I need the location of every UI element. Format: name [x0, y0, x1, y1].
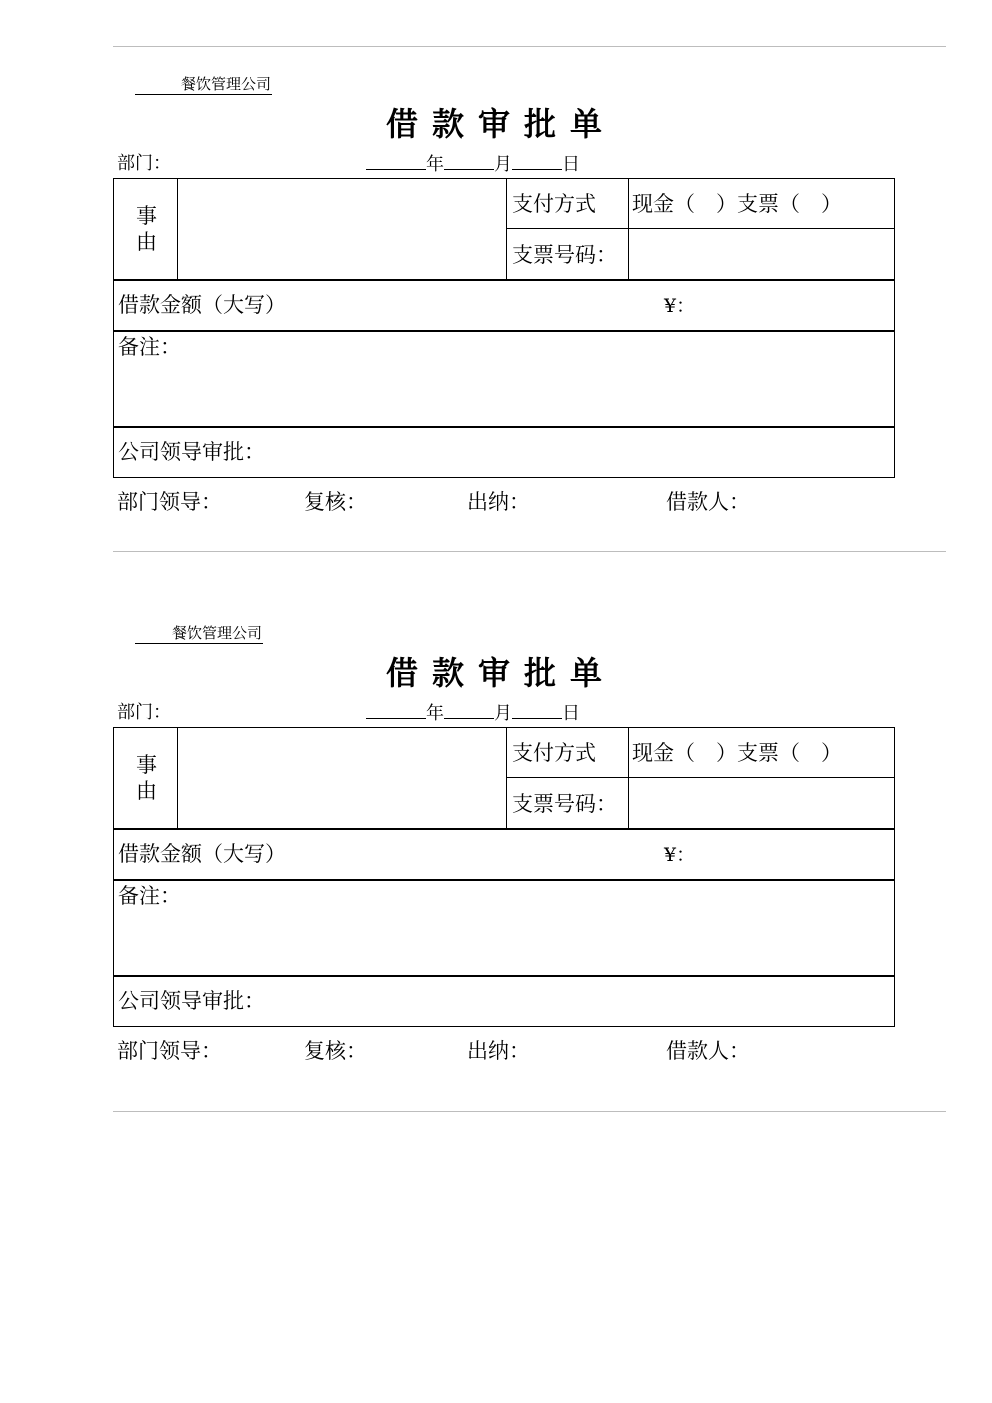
form-title: 借款审批单 [385, 105, 616, 143]
remarks-label: 备注： [118, 335, 181, 359]
approval-label: 公司领导审批： [118, 440, 265, 464]
day-blank[interactable] [512, 701, 562, 719]
check-number-label: 支票号码： [512, 792, 617, 816]
h-line-payment [506, 777, 895, 778]
form-table [113, 178, 895, 478]
h-line-remarks [114, 879, 894, 881]
company-name: 餐饮管理公司 [135, 74, 272, 95]
payment-options[interactable]: 现金（ ）支票（ ） [632, 192, 842, 216]
payment-options[interactable]: 现金（ ）支票（ ） [632, 741, 842, 765]
payment-method-label: 支付方式 [512, 741, 596, 765]
reason-input[interactable] [180, 181, 502, 275]
h-line-amount [114, 828, 894, 830]
amount-symbol: ¥： [664, 844, 696, 866]
year-label: 年 [426, 703, 444, 724]
year-label: 年 [426, 154, 444, 175]
amount-label: 借款金额（大写） [118, 293, 286, 317]
date-field [366, 152, 580, 177]
sig-review: 复核： [304, 490, 367, 514]
v-line-payment [628, 728, 629, 828]
reason-input[interactable] [180, 730, 502, 824]
loan-approval-slip-2 [0, 597, 992, 1077]
remarks-label: 备注： [118, 884, 181, 908]
month-blank[interactable] [444, 152, 494, 170]
sig-borrower: 借款人： [666, 490, 750, 514]
sig-dept-leader: 部门领导： [117, 1039, 222, 1063]
reason-label-top: 事 [136, 753, 157, 777]
month-label: 月 [494, 703, 512, 724]
day-label: 日 [562, 154, 580, 175]
day-blank[interactable] [512, 152, 562, 170]
v-line-reason [177, 179, 178, 279]
company-name: 餐饮管理公司 [135, 623, 263, 644]
h-line-approval [114, 426, 894, 428]
sig-cashier: 出纳： [467, 1039, 530, 1063]
h-line-approval [114, 975, 894, 977]
amount-symbol: ¥： [664, 295, 696, 317]
bottom-divider [113, 1111, 946, 1112]
loan-approval-slip-1 [0, 48, 992, 528]
check-number-label: 支票号码： [512, 243, 617, 267]
h-line-payment [506, 228, 895, 229]
form-title: 借款审批单 [385, 654, 616, 692]
v-line-reason-field [506, 728, 507, 828]
department-label: 部门： [117, 153, 171, 174]
reason-label-bottom: 由 [136, 779, 157, 803]
amount-label: 借款金额（大写） [118, 842, 286, 866]
sig-cashier: 出纳： [467, 490, 530, 514]
reason-label-bottom: 由 [136, 230, 157, 254]
date-field [366, 701, 580, 726]
month-blank[interactable] [444, 701, 494, 719]
v-line-reason [177, 728, 178, 828]
year-blank[interactable] [366, 701, 426, 719]
year-blank[interactable] [366, 152, 426, 170]
approval-label: 公司领导审批： [118, 989, 265, 1013]
sig-borrower: 借款人： [666, 1039, 750, 1063]
reason-label-top: 事 [136, 204, 157, 228]
h-line-amount [114, 279, 894, 281]
sig-dept-leader: 部门领导： [117, 490, 222, 514]
top-divider [113, 46, 946, 47]
department-label: 部门： [117, 702, 171, 723]
day-label: 日 [562, 703, 580, 724]
payment-method-label: 支付方式 [512, 192, 596, 216]
v-line-payment [628, 179, 629, 279]
v-line-reason-field [506, 179, 507, 279]
middle-divider [113, 551, 946, 552]
sig-review: 复核： [304, 1039, 367, 1063]
h-line-remarks [114, 330, 894, 332]
month-label: 月 [494, 154, 512, 175]
form-table [113, 727, 895, 1027]
